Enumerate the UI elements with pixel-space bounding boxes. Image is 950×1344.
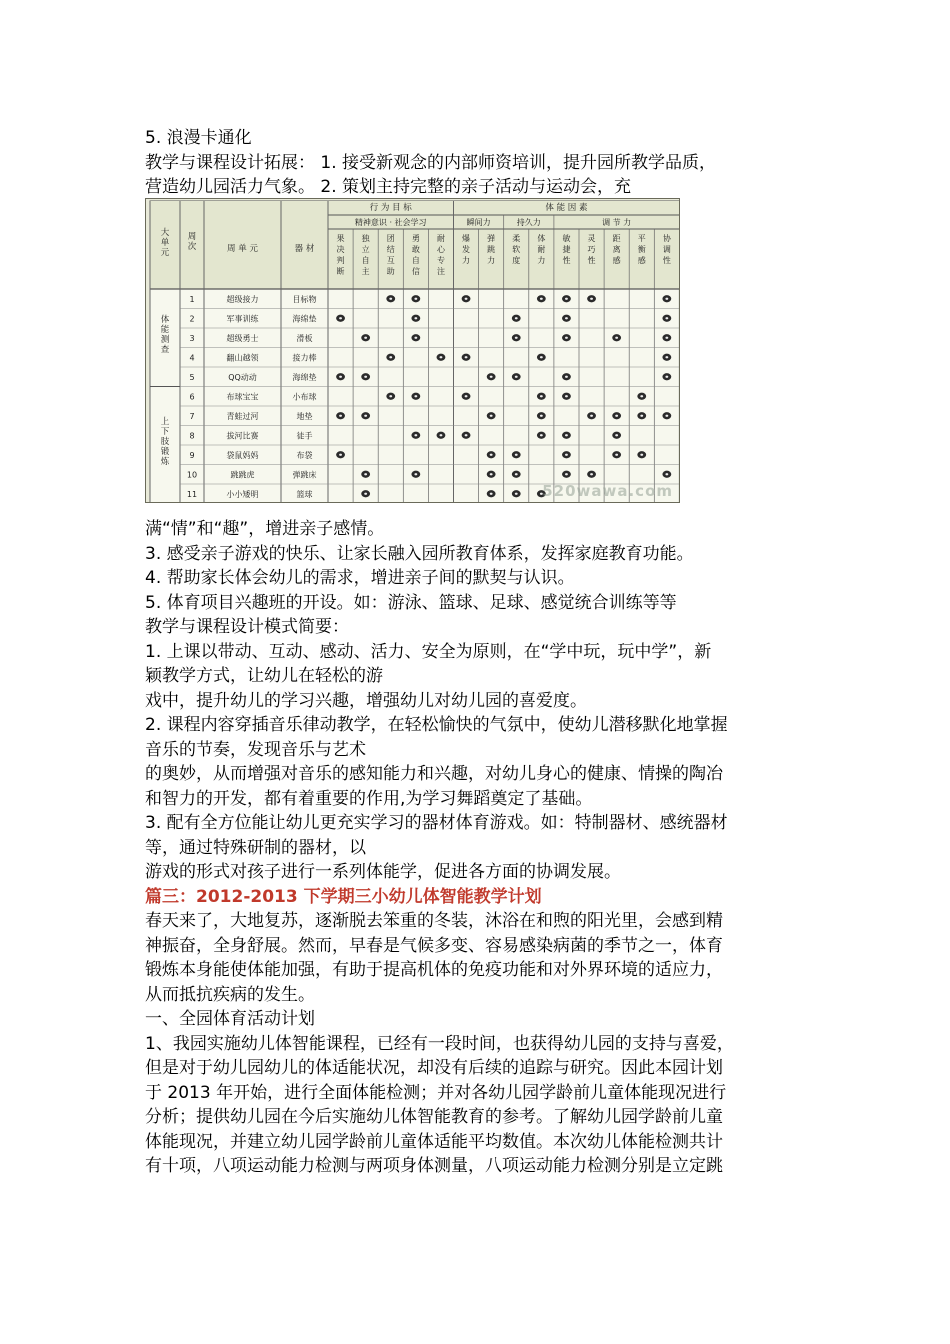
- header-factor: [537, 233, 545, 265]
- header-spirit: 精神意识 · 社会学习: [354, 218, 427, 227]
- vertical-text: 耐心专注: [436, 234, 445, 276]
- header-factor: [512, 233, 520, 265]
- header-physical-factor: 体 能 因 素: [545, 203, 588, 213]
- unit-label: [161, 416, 170, 467]
- cell-week: 10: [186, 470, 198, 480]
- check-mark-highlight: [665, 473, 668, 475]
- check-mark-highlight: [540, 434, 543, 436]
- check-mark-highlight: [389, 395, 392, 397]
- cell-unit: 青蛙过河: [226, 411, 259, 421]
- paragraph-line: 的奥妙，从而增强对音乐的感知能力和兴趣，对幼儿身心的健康、情操的陶冶: [145, 764, 723, 784]
- check-mark-highlight: [665, 356, 668, 358]
- cell-week: 11: [186, 489, 198, 499]
- check-mark-highlight: [565, 317, 568, 319]
- check-mark-highlight: [565, 376, 568, 378]
- header-big-unit: [161, 227, 170, 258]
- check-mark-highlight: [615, 337, 618, 339]
- check-mark-highlight: [339, 317, 342, 319]
- check-mark-highlight: [665, 415, 668, 417]
- check-mark-highlight: [615, 415, 618, 417]
- paragraph-line: 神振奋，全身舒展。然而，早春是气候多变、容易感染病菌的季节之一，体育: [145, 935, 723, 956]
- check-mark-highlight: [389, 356, 392, 358]
- paragraph-line: 从而抵抗疾病的发生。: [145, 984, 315, 1005]
- cell-week: 5: [189, 372, 195, 382]
- paragraph-line: 音乐的节奏，发现音乐与艺术: [145, 739, 366, 760]
- check-mark-highlight: [515, 317, 518, 319]
- paragraph-line: 但是对于幼儿园幼儿的体适能状况，却没有后续的追踪与研究。因此本园计划: [145, 1058, 723, 1078]
- check-mark-highlight: [665, 337, 668, 339]
- check-mark-highlight: [440, 434, 443, 436]
- curriculum-table: [146, 199, 680, 503]
- vertical-text: 团结互助: [386, 234, 395, 276]
- check-mark-highlight: [565, 473, 568, 475]
- check-mark-highlight: [364, 376, 367, 378]
- check-mark-highlight: [490, 473, 493, 475]
- check-mark-highlight: [590, 298, 593, 300]
- paragraph-line: 教学与课程设计拓展： 1. 接受新观念的内部师资培训，提升园所教学品质，: [145, 152, 717, 173]
- header-factor: [588, 233, 596, 265]
- vertical-text: 体耐力: [537, 234, 546, 265]
- intro-text-block: [145, 126, 805, 200]
- paragraph-line: 5. 体育项目兴趣班的开设。如：游泳、篮球、足球、感觉统合训练等等: [145, 592, 677, 613]
- cell-equipment: 小布球: [292, 392, 317, 402]
- vertical-text: 距离感: [612, 234, 621, 265]
- header-factor: [487, 233, 495, 265]
- check-mark-highlight: [490, 454, 493, 456]
- vertical-text: 敏捷性: [562, 234, 571, 265]
- watermark: 520wawa.com: [542, 482, 673, 500]
- paragraph-line: 教学与课程设计模式简要：: [145, 617, 349, 637]
- check-mark-highlight: [565, 454, 568, 456]
- check-mark-highlight: [515, 473, 518, 475]
- paragraph-line: 2. 课程内容穿插音乐律动教学，在轻松愉快的气氛中，使幼儿潜移默化地掌握: [145, 715, 728, 735]
- cell-equipment: 弹跳床: [292, 470, 317, 480]
- cell-equipment: 布袋: [296, 450, 313, 460]
- paragraph-line: 春天来了，大地复苏，逐渐脱去笨重的冬装，沐浴在和煦的阳光里，会感到精: [145, 911, 723, 931]
- cell-unit: 小小矮明: [226, 489, 259, 499]
- check-mark-highlight: [465, 356, 468, 358]
- check-mark-highlight: [565, 337, 568, 339]
- vertical-text: 上下肢锻炼: [160, 417, 170, 467]
- cell-unit: 军事训练: [226, 314, 259, 324]
- paragraph-line: 5. 浪漫卡通化: [145, 128, 252, 148]
- vertical-text: 果决判断: [336, 234, 345, 276]
- cell-week: 1: [189, 294, 195, 304]
- paragraph-line: 分析；提供幼儿园在今后实施幼儿体智能教育的参考。了解幼儿园学龄前儿童: [145, 1107, 723, 1127]
- check-mark-highlight: [540, 356, 543, 358]
- check-mark-highlight: [540, 298, 543, 300]
- vertical-text: 勇敢自信: [411, 234, 420, 276]
- header-explosive: 瞬间力: [466, 218, 491, 227]
- paragraph-line: 1. 上课以带动、互动、感动、活力、安全为原则，在“学中玩，玩中学”，新: [145, 641, 712, 662]
- check-mark-highlight: [515, 376, 518, 378]
- check-mark-highlight: [515, 493, 518, 495]
- vertical-text: 平衡感: [637, 234, 646, 265]
- check-mark-highlight: [440, 356, 443, 358]
- paragraph-line: 一、全园体育活动计划: [145, 1009, 315, 1029]
- cell-equipment: 滑板: [296, 333, 313, 343]
- check-mark-highlight: [540, 395, 543, 397]
- check-mark-highlight: [364, 337, 367, 339]
- paragraph-line: 满“情”和“趣”，增进亲子感情。: [145, 519, 385, 539]
- header-factor: [462, 233, 470, 265]
- header-coordination: 调 节 力: [602, 218, 632, 227]
- check-mark-highlight: [364, 415, 367, 417]
- check-mark-highlight: [339, 376, 342, 378]
- check-mark-highlight: [565, 298, 568, 300]
- paragraph-line: 4. 帮助家长体会幼儿的需求，增进亲子间的默契与认识。: [145, 568, 575, 588]
- vertical-text: 大单元: [160, 228, 170, 258]
- cell-equipment: 海绵垫: [292, 372, 317, 382]
- vertical-text: 周次: [187, 232, 197, 252]
- vertical-text: 体能测查: [160, 314, 170, 355]
- cell-equipment: 目标物: [292, 294, 317, 304]
- check-mark-highlight: [389, 298, 392, 300]
- check-mark-highlight: [590, 473, 593, 475]
- paragraph-line: 颖教学方式，让幼儿在轻松的游: [145, 666, 383, 686]
- check-mark-highlight: [640, 454, 643, 456]
- paragraph-line: 锻炼本身能使体能加强，有助于提高机体的免疫功能和对外界环境的适应力，: [145, 960, 723, 980]
- check-mark-highlight: [615, 434, 618, 436]
- check-mark-highlight: [615, 454, 618, 456]
- cell-week: 7: [189, 411, 195, 421]
- cell-unit: 袋鼠妈妈: [226, 450, 259, 460]
- check-mark-highlight: [665, 376, 668, 378]
- paragraph-line: 营造幼儿园活力气象。 2. 策划主持完整的亲子活动与运动会，充: [145, 177, 632, 197]
- cell-equipment: 徒手: [296, 431, 313, 441]
- check-mark-highlight: [590, 415, 593, 417]
- cell-week: 6: [189, 392, 195, 402]
- vertical-text: 独立自主: [361, 234, 370, 276]
- check-mark-highlight: [414, 395, 417, 397]
- cell-unit: 拔河比赛: [226, 431, 259, 441]
- cell-unit: QQ动动: [228, 372, 257, 382]
- paragraph-line: 等，通过特殊研制的器材，以: [145, 837, 366, 858]
- paragraph-line: 和智力的开发，都有着重要的作用,为学习舞蹈奠定了基础。: [145, 788, 593, 809]
- header-factor: [613, 234, 621, 265]
- cell-equipment: 地垫: [296, 411, 313, 421]
- cell-unit: 跳跳虎: [230, 470, 255, 480]
- paragraph-line: 戏中，提升幼儿的学习兴趣，增强幼儿对幼儿园的喜爱度。: [145, 690, 587, 711]
- header-behavior-goal: 行 为 目 标: [369, 203, 412, 213]
- check-mark-highlight: [364, 473, 367, 475]
- header-factor: [638, 234, 646, 265]
- header-week-unit: 周 单 元: [227, 244, 258, 254]
- cell-unit: 布球宝宝: [226, 392, 259, 402]
- check-mark-highlight: [465, 395, 468, 397]
- check-mark-highlight: [665, 317, 668, 319]
- body-text-block: [145, 517, 805, 1179]
- header-week-no: [188, 232, 197, 252]
- paragraph-line: 体能现况，并建立幼儿园学龄前儿童体适能平均数值。本次幼儿体能检测共计: [145, 1131, 723, 1152]
- cell-equipment: 篮球: [296, 489, 313, 499]
- check-mark-highlight: [490, 415, 493, 417]
- cell-week: 8: [189, 431, 195, 441]
- check-mark-highlight: [640, 395, 643, 397]
- vertical-text: 弹跳力: [487, 234, 496, 265]
- vertical-text: 柔软度: [512, 234, 521, 265]
- check-mark-highlight: [515, 337, 518, 339]
- check-mark-highlight: [414, 473, 417, 475]
- cell-unit: 超级接力: [226, 294, 259, 304]
- unit-label: [161, 314, 170, 355]
- cell-unit: 翻山越领: [226, 353, 259, 363]
- cell-unit: 超级勇士: [226, 333, 259, 343]
- check-mark-highlight: [465, 434, 468, 436]
- paragraph-line: 1、我园实施幼儿体智能课程，已经有一段时间，也获得幼儿园的支持与喜爱，: [145, 1033, 734, 1054]
- header-endurance: 持久力: [516, 218, 541, 227]
- cell-week: 2: [189, 314, 195, 324]
- header-factor: [663, 233, 672, 265]
- vertical-text: 灵巧性: [587, 234, 596, 265]
- check-mark-highlight: [414, 298, 417, 300]
- check-mark-highlight: [339, 415, 342, 417]
- cell-week: 4: [189, 353, 195, 363]
- paragraph-line: 于 2013 年开始，进行全面体能检测；并对各幼儿园学龄前儿童体能现况进行: [145, 1082, 727, 1103]
- check-mark-highlight: [364, 493, 367, 495]
- curriculum-table-image: [145, 198, 680, 503]
- header-factor: [562, 233, 570, 265]
- cell-week: 3: [189, 333, 195, 343]
- check-mark-highlight: [565, 434, 568, 436]
- check-mark-highlight: [515, 454, 518, 456]
- check-mark-highlight: [565, 395, 568, 397]
- cell-week: 9: [189, 450, 195, 460]
- check-mark-highlight: [339, 454, 342, 456]
- cell-equipment: 接力棒: [292, 353, 317, 363]
- cell-equipment: 海绵垫: [292, 314, 317, 324]
- paragraph-line: 3. 感受亲子游戏的快乐、让家长融入园所教育体系，发挥家庭教育功能。: [145, 543, 694, 564]
- paragraph-line: 游戏的形式对孩子进行一系列体能学，促进各方面的协调发展。: [145, 862, 621, 882]
- check-mark-highlight: [665, 298, 668, 300]
- check-mark-highlight: [490, 493, 493, 495]
- check-mark-highlight: [414, 434, 417, 436]
- vertical-text: 爆发力: [462, 234, 471, 265]
- section-heading: 篇三：2012-2013 下学期三小幼儿体智能教学计划: [145, 886, 542, 907]
- vertical-text: 协调性: [662, 234, 671, 265]
- header-equipment: 器 材: [294, 244, 315, 254]
- check-mark-highlight: [640, 415, 643, 417]
- paragraph-line: 有十项，八项运动能力检测与两项身体测量，八项运动能力检测分别是立定跳: [145, 1156, 723, 1176]
- check-mark-highlight: [414, 317, 417, 319]
- check-mark-highlight: [465, 298, 468, 300]
- paragraph-line: 3. 配有全方位能让幼儿更充实学习的器材体育游戏。如：特制器材、感统器材: [145, 813, 728, 833]
- check-mark-highlight: [414, 337, 417, 339]
- check-mark-highlight: [540, 415, 543, 417]
- check-mark-highlight: [490, 376, 493, 378]
